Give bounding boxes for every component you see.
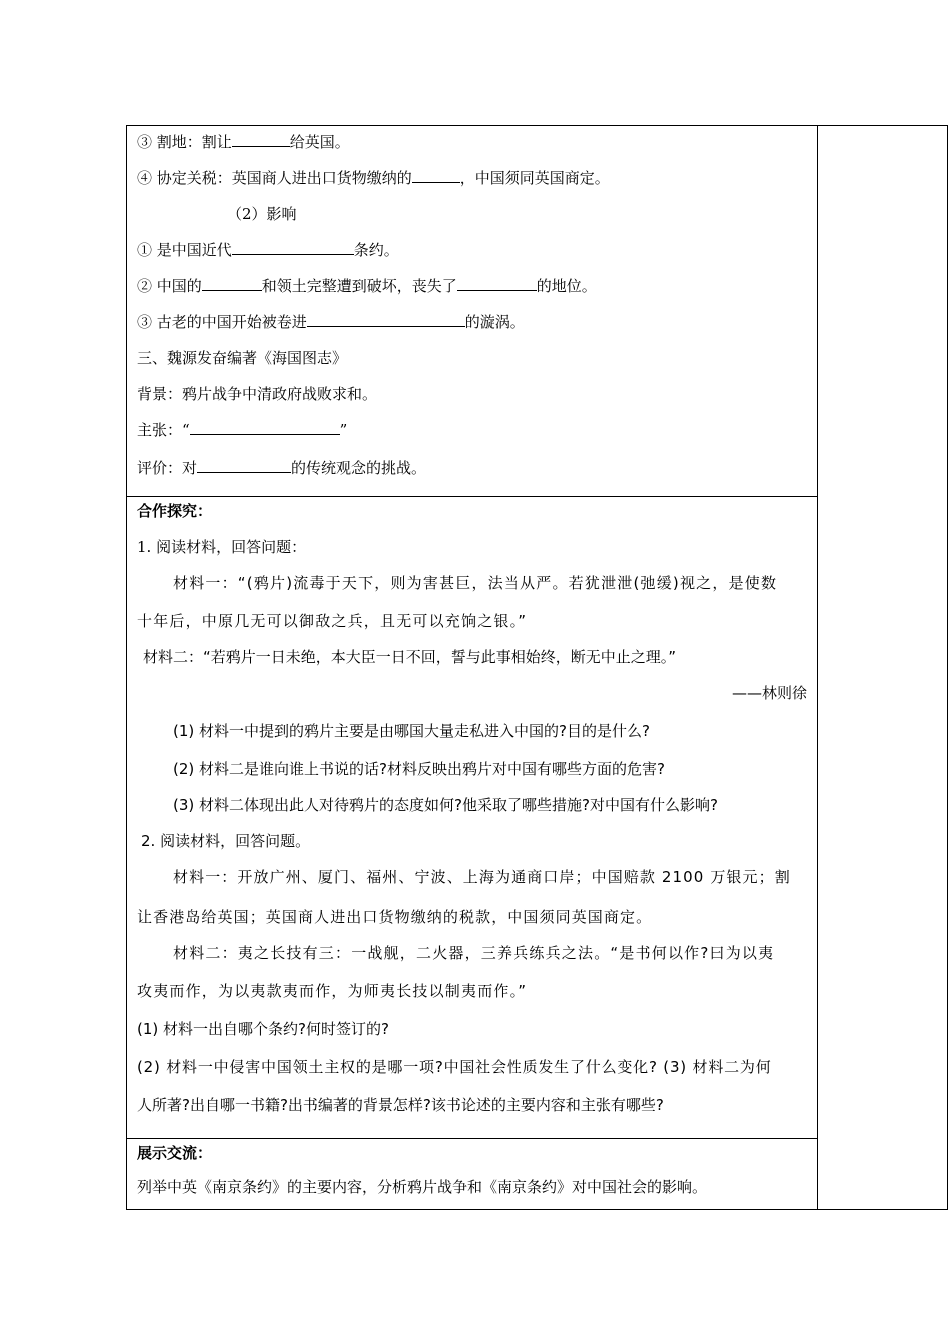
material-3-line-1: 材料一：开放广州、厦门、福州、宁波、上海为通商口岸；中国赔款 2100 万银元；割 <box>173 868 791 886</box>
sub-question-6: 人所著?出自哪一书籍?出书编著的背景怎样?该书论述的主要内容和主张有哪些? <box>137 1096 664 1114</box>
blank <box>307 312 465 327</box>
subheading-impact: （2）影响 <box>227 205 297 223</box>
line-background: 背景：鸦片战争中清政府战败求和。 <box>137 385 378 403</box>
worksheet-table <box>126 125 948 1210</box>
line-tariff: ④ 协定关税：英国商人进出口货物缴纳的 ，中国须同英国商定。 <box>137 169 610 187</box>
blank <box>232 240 354 255</box>
section-three-title: 三、魏源发奋编著《海国图志》 <box>137 349 348 367</box>
sub-question-1: (1) 材料一中提到的鸦片主要是由哪国大量走私进入中国的?目的是什么? <box>173 722 650 740</box>
sub-question-2: (2) 材料二是谁向谁上书说的话?材料反映出鸦片对中国有哪些方面的危害? <box>173 760 665 778</box>
sub-question-5: (2) 材料一中侵害中国领土主权的是哪一项?中国社会性质发生了什么变化? (3) 材料二为何 <box>137 1058 772 1076</box>
line-cession: ③ 割地：割让 给英国。 <box>137 133 350 151</box>
material-1-line-1: 材料一：“(鸦片)流毒于天下，则为害甚巨，法当从严。若犹泄泄(弛缓)视之，是使数 <box>173 574 778 592</box>
cooperative-inquiry-section <box>127 497 818 1139</box>
material-3-line-2: 让香港岛给英国；英国商人进出口货物缴纳的税款，中国须同英国商定。 <box>137 908 653 926</box>
presentation-task: 列举中英《南京条约》的主要内容，分析鸦片战争和《南京条约》对中国社会的影响。 <box>137 1178 708 1196</box>
blank <box>232 132 290 147</box>
line-impact-3: ③ 古老的中国开始被卷进 的漩涡。 <box>137 313 525 331</box>
material-2: 材料二：“若鸦片一日未绝，本大臣一日不回，誓与此事相始终，断无中止之理。” <box>143 648 677 666</box>
material-4-line-1: 材料二：夷之长技有三：一战舰，二火器，三养兵练兵之法。“是书何以作?曰为以夷 <box>173 944 775 962</box>
section-heading: 合作探究： <box>137 502 213 520</box>
line-proposal: 主张：“ ” <box>137 421 348 439</box>
blank <box>457 276 537 291</box>
knowledge-section <box>127 126 818 497</box>
question-1-intro: 1. 阅读材料，回答问题： <box>137 538 307 556</box>
sub-question-4: (1) 材料一出自哪个条约?何时签订的? <box>137 1020 389 1038</box>
blank <box>412 168 460 183</box>
material-4-line-2: 攻夷而作，为以夷款夷而作，为师夷长技以制夷而作。” <box>137 982 528 1000</box>
author-attribution: ——林则徐 <box>731 684 807 702</box>
material-1-line-2: 十年后，中原几无可以御敌之兵，且无可以充饷之银。” <box>137 612 528 630</box>
blank <box>197 458 291 473</box>
blank <box>190 420 340 435</box>
section-heading: 展示交流： <box>137 1144 213 1162</box>
line-evaluation: 评价：对 的传统观念的挑战。 <box>137 459 427 477</box>
sub-question-3: (3) 材料二体现出此人对待鸦片的态度如何?他采取了哪些措施?对中国有什么影响? <box>173 796 718 814</box>
blank <box>202 276 262 291</box>
presentation-section <box>127 1139 818 1210</box>
line-impact-1: ① 是中国近代 条约。 <box>137 241 399 259</box>
notes-column <box>818 126 948 1210</box>
question-2-intro: 2. 阅读材料，回答问题。 <box>141 832 311 850</box>
line-impact-2: ② 中国的 和领土完整遭到破坏，丧失了 的地位。 <box>137 277 597 295</box>
